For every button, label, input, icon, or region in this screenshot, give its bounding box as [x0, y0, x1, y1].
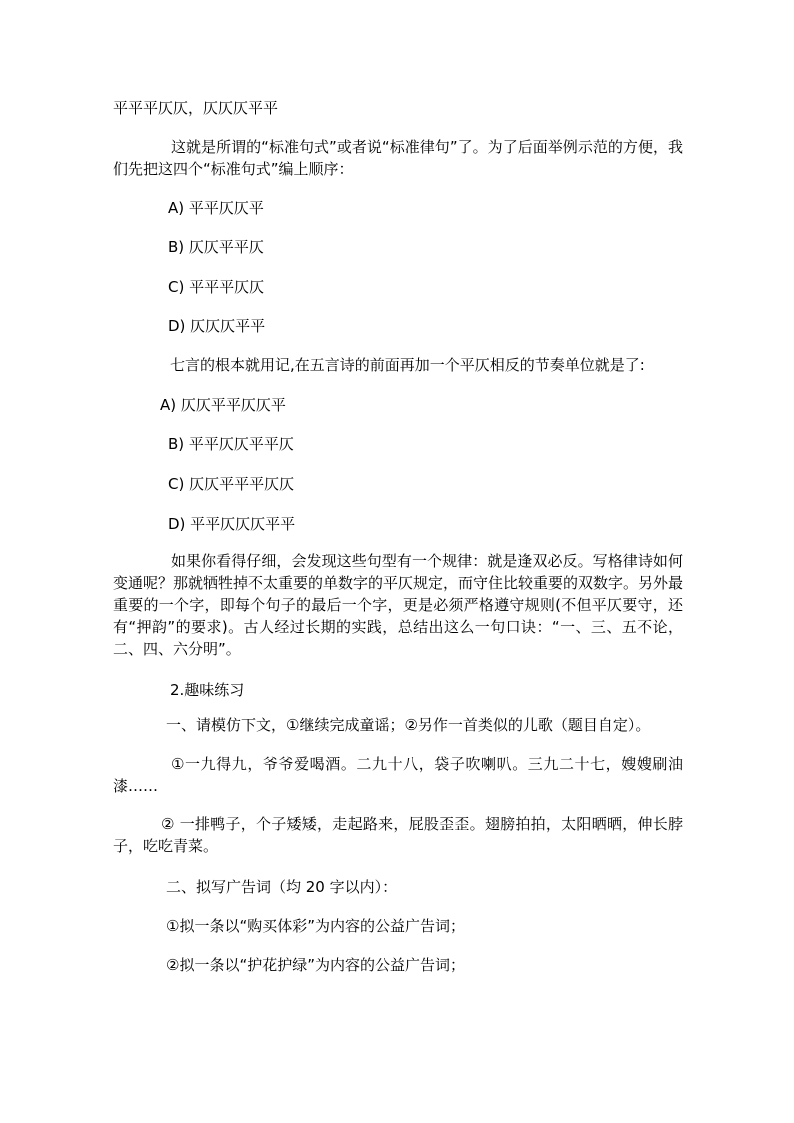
- exercise-two-prompt: 二、拟写广告词（均 20 字以内）：: [166, 878, 398, 896]
- seven-char-intro: 七言的根本就用记,在五言诗的前面再加一个平仄相反的节奏单位就是了:: [170, 356, 645, 374]
- standard-sentence-paragraph: 这就是所谓的“标准句式”或者说“标准律句”了。为了后面举例示范的方便，我们先把这四个“标准句式”编上顺序：: [113, 138, 683, 178]
- rhyme-one: ①一九得九，爷爷爱喝酒。二九十八，袋子吹喇叭。三九二十七，嫂嫂刷油漆……: [113, 755, 683, 795]
- exercise-one-prompt: 一、请模仿下文，①继续完成童谣；②另作一首类似的儿歌（题目自定）。: [166, 716, 651, 734]
- five-char-pattern-b: B) 仄仄平平仄: [168, 238, 264, 256]
- rhyme-two: ② 一排鸭子，个子矮矮，走起路来，屁股歪歪。翅膀拍拍，太阳晒晒，伸长脖子，吃吃青菜。: [113, 815, 683, 855]
- ad-item-lottery: ①拟一条以“购买体彩”为内容的公益广告词；: [166, 917, 465, 935]
- seven-char-pattern-d: D) 平平仄仄仄平平: [168, 515, 296, 533]
- seven-char-pattern-a: A) 仄仄平平仄仄平: [160, 396, 286, 414]
- rule-paragraph: 如果你看得仔细，会发现这些句型有一个规律：就是逢双必反。写格律诗如何变通呢？那就牺牲掉不太重要的单数字的平仄规定，而守住比较重要的双数字。另外最重要的一个字，即每个句子的最后一个字，更是必须严格遵守规则(不但平仄要守，还有“押韵”的要求)。古人经过长期的实践，总结出这么一句口诀：“一、三、五不论，二、四、六分明”。: [113, 552, 684, 658]
- tonal-pattern-line: 平平平仄仄，仄仄仄平平: [113, 99, 279, 117]
- ad-item-greenery: ②拟一条以“护花护绿”为内容的公益广告词；: [166, 956, 465, 974]
- five-char-pattern-d: D) 仄仄仄平平: [168, 317, 266, 335]
- seven-char-pattern-c: C) 仄仄平平平仄仄: [168, 475, 295, 493]
- five-char-pattern-a: A) 平平仄仄平: [168, 199, 264, 217]
- seven-char-pattern-b: B) 平平仄仄平平仄: [168, 435, 294, 453]
- five-char-pattern-c: C) 平平平仄仄: [168, 278, 265, 296]
- section-heading: 2.趣味练习: [170, 681, 245, 699]
